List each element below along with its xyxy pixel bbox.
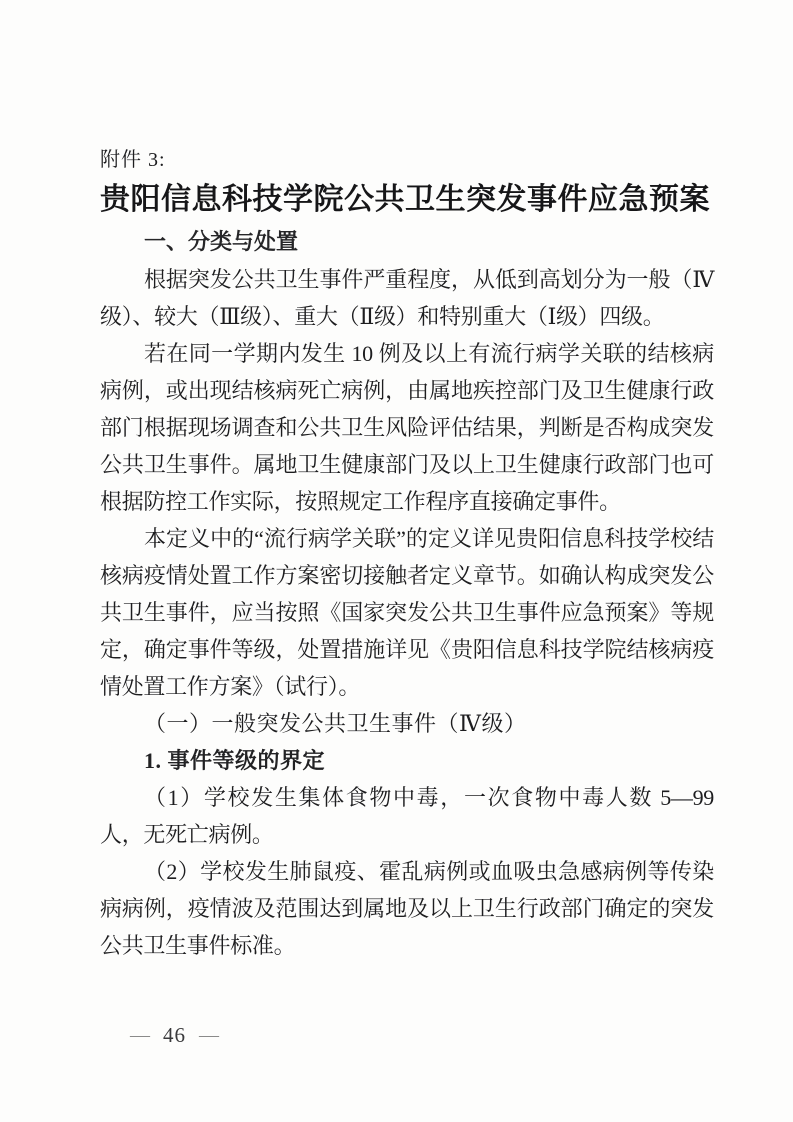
item-heading-event-grade-definition: 1. 事件等级的界定 xyxy=(144,748,326,773)
document-content xyxy=(100,147,714,964)
footer-page-number: 46 xyxy=(163,1023,186,1047)
section-heading-classification: 一、分类与处置 xyxy=(144,229,299,254)
document-title: 贵阳信息科技学院公共卫生突发事件应急预案 xyxy=(100,183,710,216)
paragraph-epidemiological-definition: 本定义中的“流行病学关联”的定义详见贵阳信息科技学校结核病疫情处置工作方案密切接触者定义章节。如确认构成突发公共卫生事件，应当按照《国家突发公共卫生事件应急预案》等规定，确定事件等级，处置措施详见《贵阳信息科技学院结核病疫情处置工作方案》（试行）。 xyxy=(100,526,714,699)
footer-left-dash: — xyxy=(130,1024,150,1046)
paragraph-severity-levels: 根据突发公共卫生事件严重程度，从低到高划分为一般（Ⅳ级）、较大（Ⅲ级）、重大（Ⅱ级）和特别重大（Ⅰ级）四级。 xyxy=(100,267,714,329)
item-food-poisoning: （1）学校发生集体食物中毒，一次食物中毒人数 5—99 人，无死亡病例。 xyxy=(100,785,714,847)
item-infectious-disease: （2）学校发生肺鼠疫、霍乱病例或血吸虫急感病例等传染病病例，疫情波及范围达到属地及以上卫生行政部门确定的突发公共卫生事件标准。 xyxy=(100,859,714,958)
page-footer xyxy=(130,1022,219,1048)
attachment-label: 附件 3: xyxy=(100,149,166,171)
paragraph-tb-case-determination: 若在同一学期内发生 10 例及以上有流行病学关联的结核病病例，或出现结核病死亡病例，由属地疾控部门及卫生健康行政部门根据现场调查和公共卫生风险评估结果，判断是否构成突发公共卫生事件。属地卫生健康部门及以上卫生健康行政部门也可根据防控工作实际，按照规定工作程序直接确定事件。 xyxy=(100,341,714,514)
subsection-heading-level-4-event: （一）一般突发公共卫生事件（Ⅳ级） xyxy=(144,711,527,736)
footer-right-dash: — xyxy=(199,1024,219,1046)
